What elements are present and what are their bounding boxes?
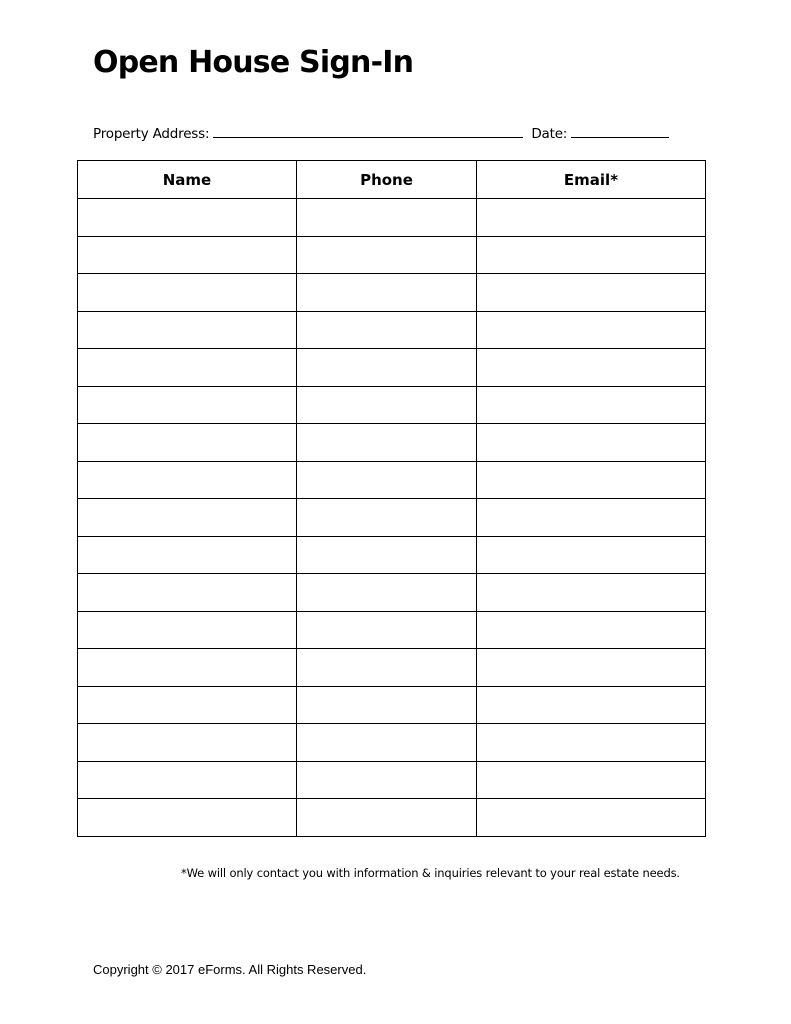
name-cell[interactable] [78, 199, 297, 237]
phone-cell[interactable] [297, 349, 477, 387]
phone-cell[interactable] [297, 761, 477, 799]
table-row [78, 686, 706, 724]
email-cell[interactable] [477, 611, 706, 649]
email-cell[interactable] [477, 499, 706, 537]
table-row [78, 236, 706, 274]
email-cell[interactable] [477, 349, 706, 387]
sign-in-table [77, 160, 706, 837]
name-cell[interactable] [78, 236, 297, 274]
name-cell[interactable] [78, 724, 297, 762]
phone-cell[interactable] [297, 199, 477, 237]
phone-cell[interactable] [297, 686, 477, 724]
email-cell[interactable] [477, 386, 706, 424]
table-row [78, 536, 706, 574]
copyright-notice: Copyright © 2017 eForms. All Rights Reserved. [93, 962, 367, 977]
email-cell[interactable] [477, 199, 706, 237]
email-cell[interactable] [477, 574, 706, 612]
column-header-email: Email* [477, 161, 706, 199]
email-cell[interactable] [477, 236, 706, 274]
email-cell[interactable] [477, 536, 706, 574]
name-cell[interactable] [78, 311, 297, 349]
table-row [78, 724, 706, 762]
date-field[interactable] [571, 123, 669, 138]
table-row [78, 274, 706, 312]
name-cell[interactable] [78, 761, 297, 799]
phone-cell[interactable] [297, 799, 477, 837]
email-cell[interactable] [477, 461, 706, 499]
phone-cell[interactable] [297, 574, 477, 612]
name-cell[interactable] [78, 611, 297, 649]
table-row [78, 349, 706, 387]
table-row [78, 311, 706, 349]
name-cell[interactable] [78, 799, 297, 837]
property-address-label: Property Address: [93, 126, 210, 142]
email-cell[interactable] [477, 274, 706, 312]
phone-cell[interactable] [297, 424, 477, 462]
name-cell[interactable] [78, 274, 297, 312]
phone-cell[interactable] [297, 649, 477, 687]
phone-cell[interactable] [297, 274, 477, 312]
name-cell[interactable] [78, 461, 297, 499]
phone-cell[interactable] [297, 461, 477, 499]
phone-cell[interactable] [297, 236, 477, 274]
phone-cell[interactable] [297, 311, 477, 349]
phone-cell[interactable] [297, 536, 477, 574]
email-cell[interactable] [477, 311, 706, 349]
name-cell[interactable] [78, 499, 297, 537]
phone-cell[interactable] [297, 386, 477, 424]
name-cell[interactable] [78, 349, 297, 387]
table-row [78, 799, 706, 837]
name-cell[interactable] [78, 386, 297, 424]
table-row [78, 386, 706, 424]
phone-cell[interactable] [297, 611, 477, 649]
phone-cell[interactable] [297, 499, 477, 537]
column-header-name: Name [78, 161, 297, 199]
email-cell[interactable] [477, 424, 706, 462]
page-title: Open House Sign-In [93, 45, 414, 80]
table-header-row [78, 161, 706, 199]
email-cell[interactable] [477, 724, 706, 762]
table-row [78, 574, 706, 612]
email-cell[interactable] [477, 649, 706, 687]
table-row [78, 424, 706, 462]
footnote: *We will only contact you with information & inquiries relevant to your real estate needs. [181, 866, 680, 880]
table-body [78, 199, 706, 837]
name-cell[interactable] [78, 536, 297, 574]
table-row [78, 611, 706, 649]
email-cell[interactable] [477, 799, 706, 837]
date-label: Date: [531, 126, 568, 142]
email-cell[interactable] [477, 686, 706, 724]
table-row [78, 761, 706, 799]
table-row [78, 499, 706, 537]
table-row [78, 199, 706, 237]
property-address-field[interactable] [213, 123, 523, 138]
property-info-line [93, 123, 669, 144]
name-cell[interactable] [78, 574, 297, 612]
name-cell[interactable] [78, 649, 297, 687]
email-cell[interactable] [477, 761, 706, 799]
table-row [78, 649, 706, 687]
phone-cell[interactable] [297, 724, 477, 762]
column-header-phone: Phone [297, 161, 477, 199]
table-row [78, 461, 706, 499]
name-cell[interactable] [78, 686, 297, 724]
name-cell[interactable] [78, 424, 297, 462]
